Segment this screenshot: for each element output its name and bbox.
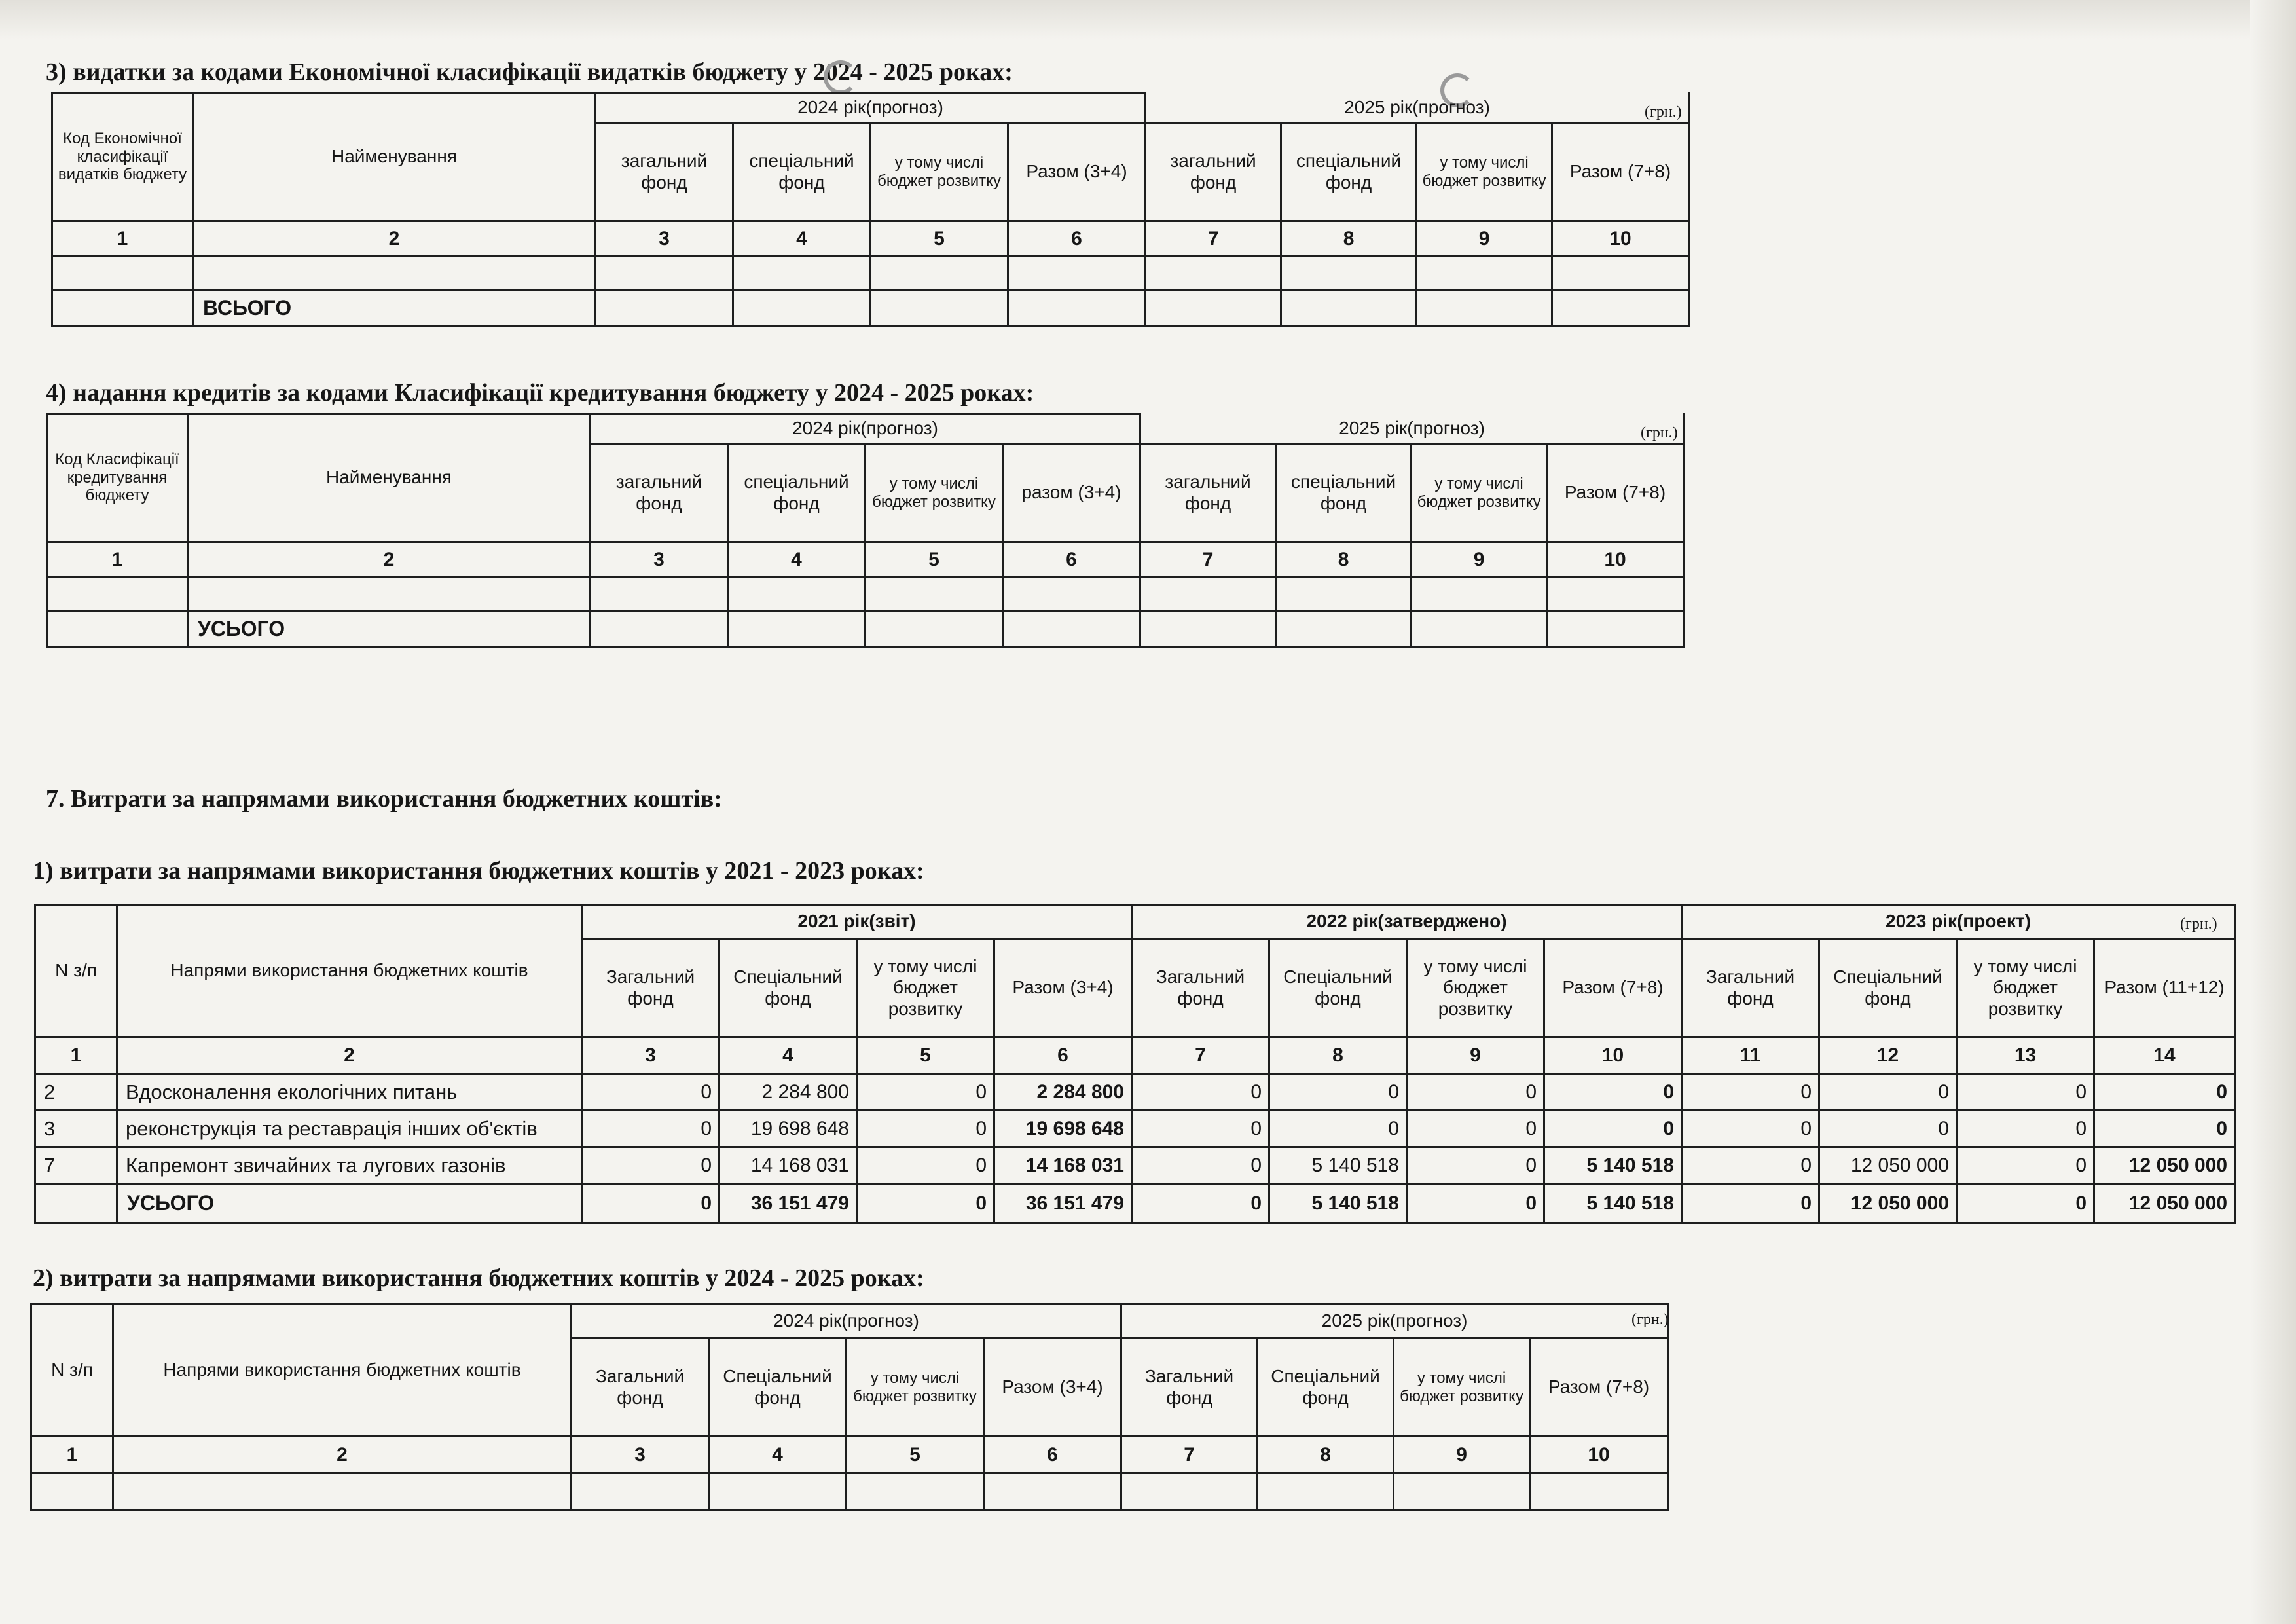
col-n-header: N з/п xyxy=(31,1304,113,1437)
col-number: 3 xyxy=(596,221,733,257)
value-cell: 14 168 031 xyxy=(720,1147,857,1184)
sub-header: Разом (7+8) xyxy=(1552,123,1689,221)
value-cell: 0 xyxy=(1269,1111,1407,1147)
year-2025-header: 2025 рік(прогноз) xyxy=(1140,414,1684,444)
sub-header: у тому числі бюджет розвитку xyxy=(1407,939,1544,1037)
sub-header: Разом (7+8) xyxy=(1547,444,1684,542)
unit-label: (грн.) xyxy=(1641,424,1678,441)
total-cell: 5 140 518 xyxy=(1544,1184,1682,1223)
direction-name: Капремонт звичайних та лугових газонів xyxy=(117,1147,582,1184)
sub-header: спеціальний фонд xyxy=(728,444,866,542)
table-row xyxy=(52,257,1689,291)
value-cell: 0 xyxy=(1682,1147,1819,1184)
col-number: 2 xyxy=(113,1437,572,1473)
col-number: 13 xyxy=(1957,1037,2094,1074)
sub-header: загальний фонд xyxy=(596,123,733,221)
col-name-header: Напрями використання бюджетних коштів xyxy=(117,905,582,1037)
year-2024-header: 2024 рік(прогноз) xyxy=(572,1304,1121,1338)
col-number: 7 xyxy=(1146,221,1281,257)
col-number: 3 xyxy=(582,1037,720,1074)
value-cell: 5 140 518 xyxy=(1544,1147,1682,1184)
value-cell: 19 698 648 xyxy=(994,1111,1132,1147)
col-number: 4 xyxy=(720,1037,857,1074)
value-cell: 0 xyxy=(1957,1074,2094,1111)
sub-header: Загальний фонд xyxy=(1121,1338,1258,1437)
table-row xyxy=(35,1111,2235,1147)
col-number: 5 xyxy=(871,221,1008,257)
sub-header: Загальний фонд xyxy=(582,939,720,1037)
hole-punch-mark xyxy=(824,60,858,94)
value-cell: 0 xyxy=(1957,1147,2094,1184)
value-cell: 0 xyxy=(1819,1111,1957,1147)
sub-header: у тому числі бюджет розвитку xyxy=(1394,1338,1530,1437)
value-cell: 12 050 000 xyxy=(2094,1147,2235,1184)
col-number: 1 xyxy=(35,1037,117,1074)
sub-header: Разом (7+8) xyxy=(1544,939,1682,1037)
row-number: 7 xyxy=(35,1147,117,1184)
value-cell: 12 050 000 xyxy=(1819,1147,1957,1184)
direction-name: Вдосконалення екологічних питань xyxy=(117,1074,582,1111)
col-number: 14 xyxy=(2094,1037,2235,1074)
value-cell: 0 xyxy=(582,1111,720,1147)
scan-edge-top xyxy=(0,0,2296,39)
sub-header: Разом (7+8) xyxy=(1530,1338,1668,1437)
sub-header: у тому числі бюджет розвитку xyxy=(1417,123,1552,221)
col-number: 5 xyxy=(866,542,1003,578)
col-number: 10 xyxy=(1544,1037,1682,1074)
col-number: 9 xyxy=(1407,1037,1544,1074)
sub-header: Спеціальний фонд xyxy=(709,1338,847,1437)
total-label: УСЬОГО xyxy=(188,612,591,647)
col-number: 6 xyxy=(994,1037,1132,1074)
col-number: 8 xyxy=(1281,221,1417,257)
heading-directions-2021: 1) витрати за напрямами використання бюджетних коштів у 2021 - 2023 роках: xyxy=(33,857,924,885)
value-cell: 0 xyxy=(1682,1111,1819,1147)
year-2021-header: 2021 рік(звіт) xyxy=(582,905,1132,939)
value-cell: 0 xyxy=(1269,1074,1407,1111)
sub-header: Загальний фонд xyxy=(572,1338,709,1437)
col-number: 8 xyxy=(1269,1037,1407,1074)
total-cell: 0 xyxy=(1407,1184,1544,1223)
col-number: 4 xyxy=(733,221,871,257)
table-row xyxy=(31,1473,1668,1510)
value-cell: 0 xyxy=(1819,1074,1957,1111)
col-number: 5 xyxy=(847,1437,984,1473)
heading-expenses-econ: 3) видатки за кодами Економічної класифікації видатків бюджету у 2024 - 2025 роках: xyxy=(46,58,1013,86)
sub-header: загальний фонд xyxy=(1146,123,1281,221)
col-name-header: Найменування xyxy=(193,93,596,221)
col-number: 6 xyxy=(1003,542,1140,578)
total-label: ВСЬОГО xyxy=(193,291,596,326)
scan-edge-right xyxy=(2250,0,2296,1624)
col-number: 2 xyxy=(193,221,596,257)
sub-header: у тому числі бюджет розвитку xyxy=(866,444,1003,542)
unit-label: (грн.) xyxy=(1631,1311,1669,1328)
col-code-header: Код Класифікації кредитування бюджету xyxy=(47,414,188,542)
year-2024-header: 2024 рік(прогноз) xyxy=(596,93,1146,123)
col-number: 6 xyxy=(984,1437,1121,1473)
total-cell: 0 xyxy=(1132,1184,1269,1223)
total-row xyxy=(35,1184,2235,1223)
total-cell: 36 151 479 xyxy=(720,1184,857,1223)
total-cell: 0 xyxy=(582,1184,720,1223)
table-directions-2021-2023 xyxy=(34,904,2236,1224)
sub-header: загальний фонд xyxy=(1140,444,1276,542)
value-cell: 0 xyxy=(582,1147,720,1184)
sub-header: Загальний фонд xyxy=(1682,939,1819,1037)
col-name-header: Найменування xyxy=(188,414,591,542)
value-cell: 0 xyxy=(857,1074,994,1111)
sub-header: Разом (3+4) xyxy=(994,939,1132,1037)
value-cell: 14 168 031 xyxy=(994,1147,1132,1184)
year-2023-header: 2023 рік(проект) xyxy=(1682,905,2235,939)
sub-header: Разом (11+12) xyxy=(2094,939,2235,1037)
col-number: 10 xyxy=(1530,1437,1668,1473)
table-expenses-econ xyxy=(51,92,1690,327)
sub-header: у тому числі бюджет розвитку xyxy=(871,123,1008,221)
total-cell: 36 151 479 xyxy=(994,1184,1132,1223)
col-number: 12 xyxy=(1819,1037,1957,1074)
col-number: 9 xyxy=(1394,1437,1530,1473)
value-cell: 0 xyxy=(1544,1074,1682,1111)
total-cell: 0 xyxy=(1957,1184,2094,1223)
unit-label: (грн.) xyxy=(2180,915,2217,932)
sub-header: Спеціальний фонд xyxy=(1258,1338,1394,1437)
value-cell: 5 140 518 xyxy=(1269,1147,1407,1184)
col-number: 9 xyxy=(1412,542,1547,578)
sub-header: спеціальний фонд xyxy=(1281,123,1417,221)
sub-header: Разом (3+4) xyxy=(1008,123,1146,221)
value-cell: 0 xyxy=(1132,1074,1269,1111)
total-cell: 12 050 000 xyxy=(2094,1184,2235,1223)
col-number: 4 xyxy=(709,1437,847,1473)
table-credits xyxy=(46,413,1685,648)
value-cell: 0 xyxy=(2094,1111,2235,1147)
col-code-header: Код Економічної класифікації видатків бюджету xyxy=(52,93,193,221)
total-cell: 12 050 000 xyxy=(1819,1184,1957,1223)
total-cell: 5 140 518 xyxy=(1269,1184,1407,1223)
col-number: 3 xyxy=(591,542,728,578)
col-number: 7 xyxy=(1132,1037,1269,1074)
value-cell: 0 xyxy=(1132,1147,1269,1184)
value-cell: 0 xyxy=(857,1147,994,1184)
row-number: 2 xyxy=(35,1074,117,1111)
sub-header: Разом (3+4) xyxy=(984,1338,1121,1437)
heading-directions-2024: 2) витрати за напрямами використання бюджетних коштів у 2024 - 2025 роках: xyxy=(33,1264,924,1292)
year-2025-header: 2025 рік(прогноз) xyxy=(1121,1304,1668,1338)
sub-header: спеціальний фонд xyxy=(1276,444,1412,542)
col-number: 1 xyxy=(47,542,188,578)
value-cell: 2 284 800 xyxy=(994,1074,1132,1111)
total-row xyxy=(47,612,1684,647)
row-number: 3 xyxy=(35,1111,117,1147)
sub-header: у тому числі бюджет розвитку xyxy=(1957,939,2094,1037)
value-cell: 0 xyxy=(1407,1074,1544,1111)
sub-header: спеціальний фонд xyxy=(733,123,871,221)
value-cell: 19 698 648 xyxy=(720,1111,857,1147)
total-cell: 0 xyxy=(1682,1184,1819,1223)
col-name-header: Напрями використання бюджетних коштів xyxy=(113,1304,572,1437)
col-number: 8 xyxy=(1276,542,1412,578)
total-label: УСЬОГО xyxy=(117,1184,582,1223)
value-cell: 0 xyxy=(1544,1111,1682,1147)
year-2025-header: 2025 рік(прогноз) xyxy=(1146,93,1689,123)
sub-header: разом (3+4) xyxy=(1003,444,1140,542)
col-number: 7 xyxy=(1140,542,1276,578)
col-n-header: N з/п xyxy=(35,905,117,1037)
year-2022-header: 2022 рік(затверджено) xyxy=(1132,905,1682,939)
col-number: 1 xyxy=(52,221,193,257)
col-number: 8 xyxy=(1258,1437,1394,1473)
sub-header: загальний фонд xyxy=(591,444,728,542)
sub-header: Загальний фонд xyxy=(1132,939,1269,1037)
value-cell: 0 xyxy=(857,1111,994,1147)
value-cell: 0 xyxy=(2094,1074,2235,1111)
value-cell: 0 xyxy=(582,1074,720,1111)
col-number: 4 xyxy=(728,542,866,578)
unit-label: (грн.) xyxy=(1645,103,1682,120)
value-cell: 2 284 800 xyxy=(720,1074,857,1111)
col-number: 3 xyxy=(572,1437,709,1473)
direction-name: реконструкція та реставрація інших об'єктів xyxy=(117,1111,582,1147)
total-cell: 0 xyxy=(857,1184,994,1223)
sub-header: Спеціальний фонд xyxy=(1819,939,1957,1037)
table-row xyxy=(35,1074,2235,1111)
col-number: 6 xyxy=(1008,221,1146,257)
col-number: 5 xyxy=(857,1037,994,1074)
table-row xyxy=(35,1147,2235,1184)
col-number: 10 xyxy=(1552,221,1689,257)
col-number: 2 xyxy=(117,1037,582,1074)
section-7-title: 7. Витрати за напрямами використання бюджетних коштів: xyxy=(46,785,722,813)
col-number: 10 xyxy=(1547,542,1684,578)
col-number: 7 xyxy=(1121,1437,1258,1473)
col-number: 2 xyxy=(188,542,591,578)
col-number: 1 xyxy=(31,1437,113,1473)
sub-header: у тому числі бюджет розвитку xyxy=(847,1338,984,1437)
value-cell: 0 xyxy=(1682,1074,1819,1111)
value-cell: 0 xyxy=(1132,1111,1269,1147)
sub-header: Спеціальний фонд xyxy=(1269,939,1407,1037)
col-number: 11 xyxy=(1682,1037,1819,1074)
sub-header: Спеціальний фонд xyxy=(720,939,857,1037)
col-number: 9 xyxy=(1417,221,1552,257)
heading-credits: 4) надання кредитів за кодами Класифікації кредитування бюджету у 2024 - 2025 роках: xyxy=(46,379,1034,407)
sub-header: у тому числі бюджет розвитку xyxy=(857,939,994,1037)
value-cell: 0 xyxy=(1407,1111,1544,1147)
year-2024-header: 2024 рік(прогноз) xyxy=(591,414,1140,444)
total-row xyxy=(52,291,1689,326)
value-cell: 0 xyxy=(1407,1147,1544,1184)
sub-header: у тому числі бюджет розвитку xyxy=(1412,444,1547,542)
table-row xyxy=(47,578,1684,612)
value-cell: 0 xyxy=(1957,1111,2094,1147)
table-directions-2024-2025 xyxy=(30,1303,1669,1511)
